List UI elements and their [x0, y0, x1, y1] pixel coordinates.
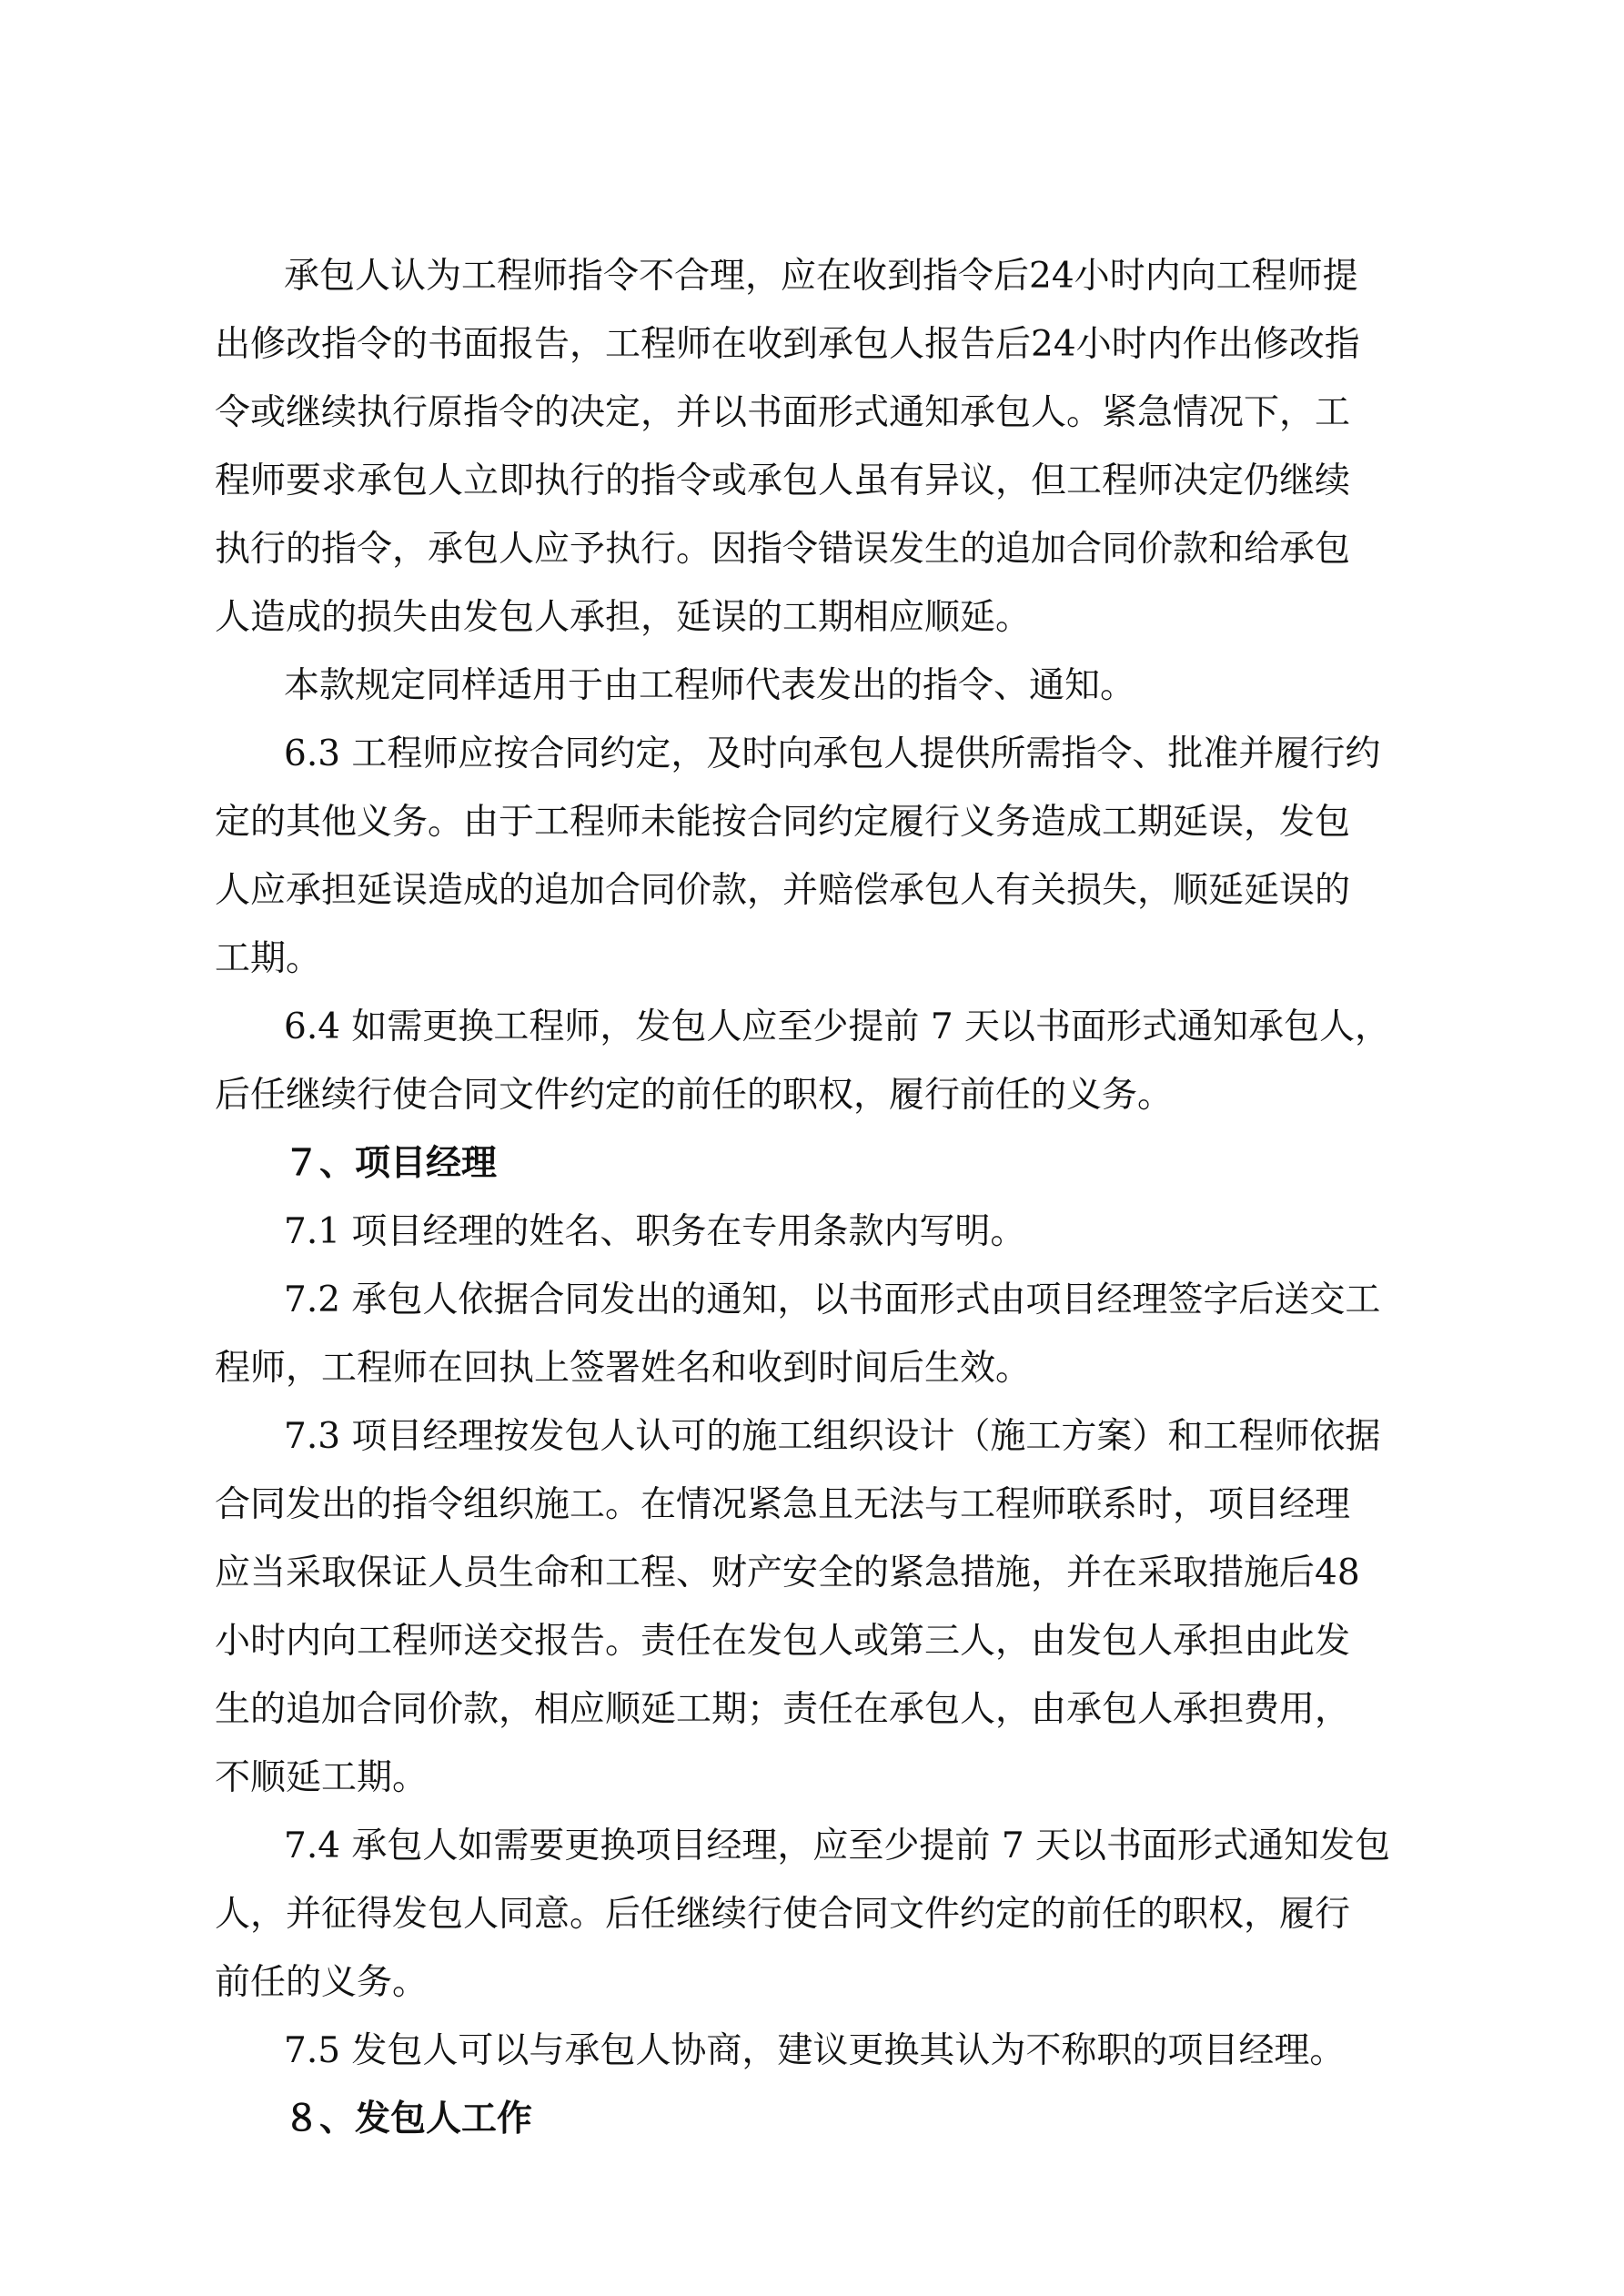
- text-line: 7.5 发包人可以与承包人协商，建议更换其认为不称职的项目经理。: [284, 2030, 1346, 2071]
- text-line: 7.1 项目经理的姓名、职务在专用条款内写明。: [284, 1211, 1026, 1252]
- text-line: 合同发出的指令组织施工。在情况紧急且无法与工程师联系时，项目经理: [215, 1484, 1351, 1525]
- text-line: 小时内向工程师送交报告。责任在发包人或第三人，由发包人承担由此发: [215, 1621, 1351, 1662]
- text-line: 6.3 工程师应按合同约定，及时向承包人提供所需指令、批准并履行约: [284, 733, 1381, 774]
- text-line: 7.4 承包人如需要更换项目经理，应至少提前 7 天以书面形式通知发包: [284, 1826, 1391, 1866]
- text-line: 工期。: [215, 938, 322, 979]
- text-line: 人造成的损失由发包人承担，延误的工期相应顺延。: [215, 597, 1032, 638]
- text-line: 生的追加合同价款，相应顺延工期；责任在承包人，由承包人承担费用，: [215, 1689, 1351, 1730]
- text-line: 不顺延工期。: [215, 1757, 429, 1798]
- text-line: 定的其他义务。由于工程师未能按合同约定履行义务造成工期延误，发包: [215, 802, 1351, 843]
- text-line: 令或继续执行原指令的决定，并以书面形式通知承包人。紧急情况下，工: [215, 392, 1351, 433]
- text-line: 程师，工程师在回执上签署姓名和收到时间后生效。: [215, 1348, 1032, 1389]
- text-line: 7.3 项目经理按发包人认可的施工组织设计（施工方案）和工程师依据: [284, 1416, 1381, 1457]
- text-line: 7.2 承包人依据合同发出的通知，以书面形式由项目经理签字后送交工: [284, 1279, 1381, 1320]
- text-line: 应当采取保证人员生命和工程、财产安全的紧急措施，并在采取措施后48: [215, 1553, 1360, 1593]
- text-line: 人，并征得发包人同意。后任继续行使合同文件约定的前任的职权，履行: [215, 1894, 1351, 1935]
- text-line: 人应承担延误造成的追加合同价款，并赔偿承包人有关损失，顺延延误的: [215, 870, 1351, 911]
- text-line: 出修改指令的书面报告，工程师在收到承包人报告后24小时内作出修改指: [215, 324, 1360, 365]
- text-line: 前任的义务。: [215, 1962, 429, 2003]
- text-line: 后任继续行使合同文件约定的前任的职权，履行前任的义务。: [215, 1075, 1174, 1116]
- text-line: 承包人认为工程师指令不合理，应在收到指令后24小时内向工程师提: [284, 256, 1358, 297]
- text-line: 本款规定同样适用于由工程师代表发出的指令、通知。: [284, 665, 1136, 706]
- text-line: 程师要求承包人立即执行的指令或承包人虽有异议，但工程师决定仍继续: [215, 460, 1351, 501]
- section-heading: ７、项目经理: [284, 1143, 498, 1184]
- text-line: 执行的指令，承包人应予执行。因指令错误发生的追加合同价款和给承包: [215, 529, 1351, 570]
- section-heading: ８、发包人工作: [284, 2099, 533, 2139]
- text-line: 6.4 如需更换工程师，发包人应至少提前 7 天以书面形式通知承包人，: [284, 1006, 1391, 1047]
